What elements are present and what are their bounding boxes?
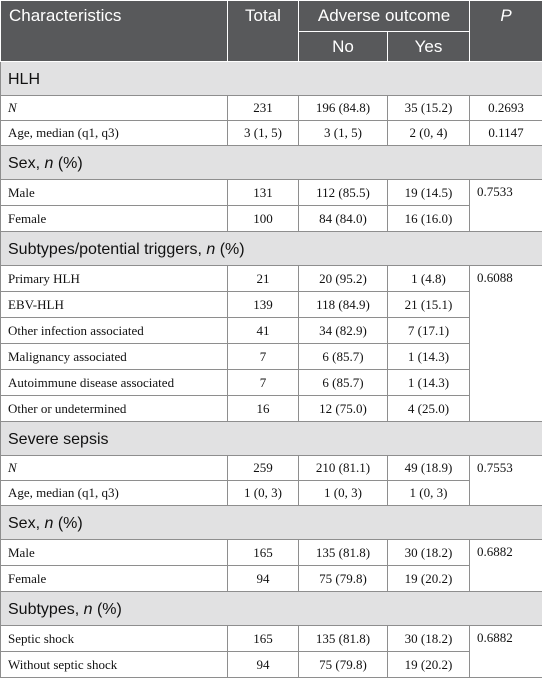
cell-no: 210 (81.1) bbox=[299, 456, 388, 481]
section-hlh-subtypes bbox=[1, 232, 542, 266]
row-label: Male bbox=[1, 180, 228, 206]
cell-total: 7 bbox=[228, 370, 299, 396]
cell-no: 135 (81.8) bbox=[299, 626, 388, 652]
header-no: No bbox=[299, 32, 388, 62]
cell-no: 6 (85.7) bbox=[299, 344, 388, 370]
cell-p: 0.6882 bbox=[470, 540, 542, 592]
cell-yes: 19 (20.2) bbox=[388, 652, 470, 678]
table-row bbox=[1, 318, 542, 344]
row-label: Female bbox=[1, 206, 228, 232]
section-title: HLH bbox=[1, 62, 542, 96]
cell-total: 21 bbox=[228, 266, 299, 292]
cell-yes: 4 (25.0) bbox=[388, 396, 470, 422]
cell-yes: 30 (18.2) bbox=[388, 540, 470, 566]
cell-total: 165 bbox=[228, 540, 299, 566]
cell-yes: 35 (15.2) bbox=[388, 96, 470, 121]
cell-p: 0.6882 bbox=[470, 626, 542, 678]
cell-total: 94 bbox=[228, 566, 299, 592]
cell-yes: 1 (4.8) bbox=[388, 266, 470, 292]
table-row bbox=[1, 370, 542, 396]
cell-total: 41 bbox=[228, 318, 299, 344]
row-label: Male bbox=[1, 540, 228, 566]
row-label: Other infection associated bbox=[1, 318, 228, 344]
section-title: Sex, n (%) bbox=[1, 506, 542, 540]
cell-yes: 1 (0, 3) bbox=[388, 481, 470, 506]
row-label: Malignancy associated bbox=[1, 344, 228, 370]
row-label: N bbox=[1, 456, 228, 481]
cell-p: 0.7553 bbox=[470, 456, 542, 506]
row-label: Autoimmune disease associated bbox=[1, 370, 228, 396]
cell-total: 94 bbox=[228, 652, 299, 678]
cell-p: 0.7533 bbox=[470, 180, 542, 232]
row-label: Other or undetermined bbox=[1, 396, 228, 422]
cell-no: 6 (85.7) bbox=[299, 370, 388, 396]
cell-no: 196 (84.8) bbox=[299, 96, 388, 121]
section-hlh bbox=[1, 62, 542, 96]
cell-total: 259 bbox=[228, 456, 299, 481]
section-severe-sepsis bbox=[1, 422, 542, 456]
cell-yes: 19 (20.2) bbox=[388, 566, 470, 592]
cell-yes: 2 (0, 4) bbox=[388, 121, 470, 146]
cell-no: 20 (95.2) bbox=[299, 266, 388, 292]
header-p: P bbox=[470, 1, 542, 62]
section-title: Subtypes, n (%) bbox=[1, 592, 542, 626]
table-row bbox=[1, 566, 542, 592]
row-label: Female bbox=[1, 566, 228, 592]
cell-no: 75 (79.8) bbox=[299, 566, 388, 592]
cell-total: 165 bbox=[228, 626, 299, 652]
table-row bbox=[1, 344, 542, 370]
row-label: N bbox=[1, 96, 228, 121]
cell-yes: 1 (14.3) bbox=[388, 370, 470, 396]
table-row bbox=[1, 481, 542, 506]
section-title: Severe sepsis bbox=[1, 422, 542, 456]
row-label: Age, median (q1, q3) bbox=[1, 121, 228, 146]
cell-no: 34 (82.9) bbox=[299, 318, 388, 344]
header-yes: Yes bbox=[388, 32, 470, 62]
table-row bbox=[1, 266, 542, 292]
cell-no: 75 (79.8) bbox=[299, 652, 388, 678]
cell-yes: 1 (14.3) bbox=[388, 344, 470, 370]
cell-total: 100 bbox=[228, 206, 299, 232]
cell-no: 112 (85.5) bbox=[299, 180, 388, 206]
header-row bbox=[1, 1, 542, 32]
row-label: Without septic shock bbox=[1, 652, 228, 678]
section-hlh-sex bbox=[1, 146, 542, 180]
cell-p: 0.6088 bbox=[470, 266, 542, 422]
table-row bbox=[1, 180, 542, 206]
cell-no: 12 (75.0) bbox=[299, 396, 388, 422]
header-adverse-outcome: Adverse outcome bbox=[299, 1, 470, 32]
row-label: EBV-HLH bbox=[1, 292, 228, 318]
cell-yes: 19 (14.5) bbox=[388, 180, 470, 206]
cell-yes: 16 (16.0) bbox=[388, 206, 470, 232]
cell-no: 1 (0, 3) bbox=[299, 481, 388, 506]
section-sepsis-sex bbox=[1, 506, 542, 540]
cell-total: 7 bbox=[228, 344, 299, 370]
row-label: Age, median (q1, q3) bbox=[1, 481, 228, 506]
table-row bbox=[1, 540, 542, 566]
table-row bbox=[1, 626, 542, 652]
cell-yes: 30 (18.2) bbox=[388, 626, 470, 652]
cell-yes: 21 (15.1) bbox=[388, 292, 470, 318]
cell-total: 231 bbox=[228, 96, 299, 121]
section-title: Subtypes/potential triggers, n (%) bbox=[1, 232, 542, 266]
cell-total: 131 bbox=[228, 180, 299, 206]
table-row bbox=[1, 121, 542, 146]
cell-no: 3 (1, 5) bbox=[299, 121, 388, 146]
cell-total: 16 bbox=[228, 396, 299, 422]
table-row bbox=[1, 292, 542, 318]
row-label: Primary HLH bbox=[1, 266, 228, 292]
cell-total: 3 (1, 5) bbox=[228, 121, 299, 146]
cell-total: 1 (0, 3) bbox=[228, 481, 299, 506]
section-title: Sex, n (%) bbox=[1, 146, 542, 180]
table-row bbox=[1, 206, 542, 232]
cell-total: 139 bbox=[228, 292, 299, 318]
cell-no: 118 (84.9) bbox=[299, 292, 388, 318]
cell-p: 0.2693 bbox=[470, 96, 542, 121]
cell-p: 0.1147 bbox=[470, 121, 542, 146]
cell-yes: 49 (18.9) bbox=[388, 456, 470, 481]
section-sepsis-subtypes bbox=[1, 592, 542, 626]
cell-no: 84 (84.0) bbox=[299, 206, 388, 232]
header-total: Total bbox=[228, 1, 299, 62]
table-row bbox=[1, 396, 542, 422]
table-row bbox=[1, 96, 542, 121]
header-characteristics: Characteristics bbox=[1, 1, 228, 62]
row-label: Septic shock bbox=[1, 626, 228, 652]
table-row bbox=[1, 652, 542, 678]
table-row bbox=[1, 456, 542, 481]
cell-no: 135 (81.8) bbox=[299, 540, 388, 566]
cell-yes: 7 (17.1) bbox=[388, 318, 470, 344]
